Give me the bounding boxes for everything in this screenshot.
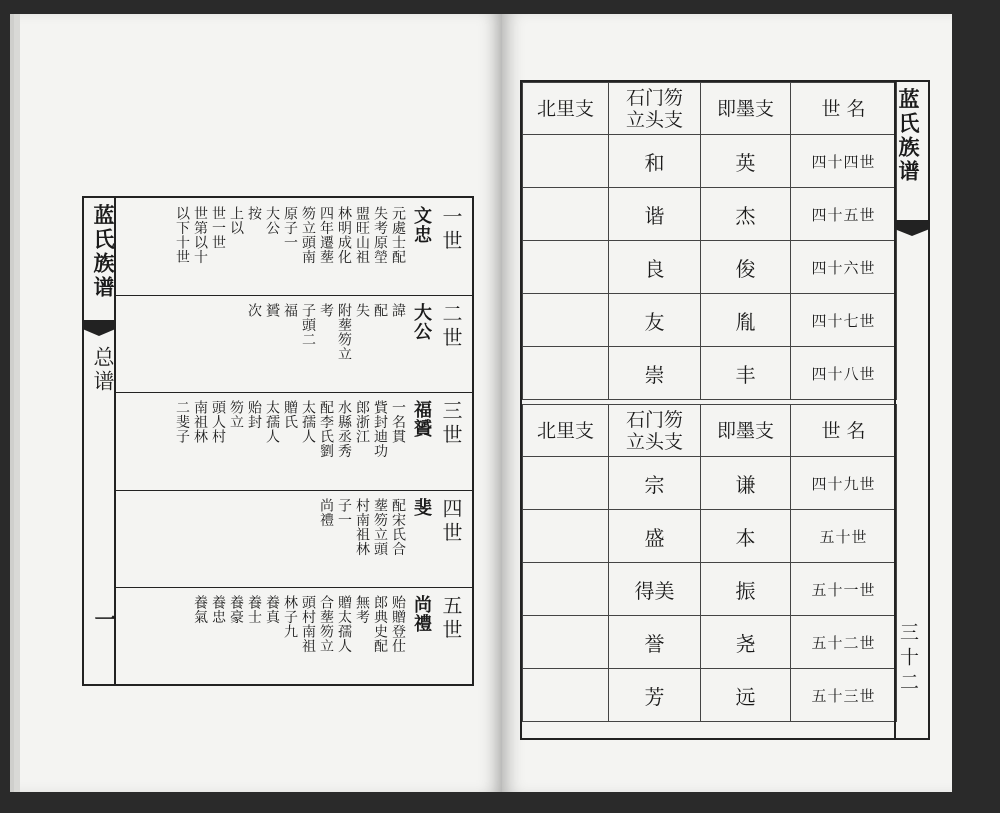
left-book-title: 蓝氏族谱 [91,204,116,300]
beili-cell [523,294,609,347]
biography-text-column: 笏立 [228,400,244,430]
jimo-cell: 振 [701,563,791,616]
biography-text-column: 合塟笏立 [318,594,334,653]
right-page-number: 三十二 [897,622,919,697]
ancestor-name: 福贇 [411,400,432,439]
row-divider [116,295,472,296]
biography-text-column: 二斐子 [174,400,190,444]
header-shimen-branch: 石门笏 立头支 [609,83,701,135]
header-jimo-branch: 即墨支 [701,83,791,135]
biography-text-column: 次 [246,303,262,318]
ancestor-name: 尚禮 [411,594,432,633]
biography-text-column: 贇 [264,303,280,318]
shimen-cell: 和 [609,135,701,188]
generation-label: 四世 [439,497,463,546]
row-divider [116,490,472,491]
generation-label: 二世 [439,303,463,352]
jimo-cell: 丰 [701,347,791,400]
biography-text-column: 福 [282,303,298,318]
biography-text-column: 配 [372,303,388,318]
generation-cell: 四十七世 [791,294,897,347]
biography-text-column: 子頭二 [300,303,316,347]
table-row [523,457,897,510]
right-page [502,14,952,792]
biography-text-column: 世一世 [210,206,226,250]
biography-text-column: 無考 [354,594,370,624]
jimo-cell: 俊 [701,241,791,294]
biography-text-column: 按 [246,206,262,221]
generation-table-2 [522,404,897,722]
biography-text-column: 四年遷塟 [318,206,334,264]
header-generation-name: 世 名 [791,83,897,135]
biography-text-column: 太孺人 [264,400,280,444]
table-row [523,347,897,400]
biography-text-column: 元處士配 [390,206,406,264]
table-row [523,510,897,563]
shimen-cell: 崇 [609,347,701,400]
biography-text-column: 林子九 [282,594,298,639]
biography-text-column: 考 [318,303,334,318]
biography-text-column: 贻贈登仕 [390,594,406,653]
biography-text-column: 太孺人 [300,400,316,444]
biography-text-column: 養氣 [192,594,208,624]
header-beili-branch: 北里支 [523,83,609,135]
shimen-cell: 谐 [609,188,701,241]
biography-text-column: 頭人村 [210,400,226,444]
shimen-cell: 誉 [609,616,701,669]
biography-text-column: 世第以十 [192,206,208,264]
biography-text-column: 貲封迪功 [372,400,388,459]
beili-cell [523,457,609,510]
biography-text-column: 頭村南祖 [300,594,316,653]
biography-text-column: 諱 [390,303,406,318]
biography-text-column: 子一 [336,497,352,527]
generation-table-1 [522,82,897,400]
beili-cell [523,188,609,241]
table-row [523,241,897,294]
generation-cell: 五十一世 [791,563,897,616]
biography-text-column: 林明成化 [336,206,352,264]
biography-text-column: 附塟笏立 [336,303,352,362]
shimen-cell: 良 [609,241,701,294]
table-row [523,135,897,188]
biography-text-column: 失考原塋 [372,206,388,264]
biography-text-column: 配李氏劉 [318,400,334,459]
beili-cell [523,563,609,616]
biography-text-column: 郎浙江 [354,400,370,444]
left-genealogy-frame [82,196,474,686]
shimen-cell: 盛 [609,510,701,563]
jimo-cell: 英 [701,135,791,188]
generation-cell: 四十九世 [791,457,897,510]
generation-cell: 四十五世 [791,188,897,241]
biography-text-column: 上以 [228,206,244,235]
table-row [523,669,897,722]
biography-text-column: 失 [354,303,370,318]
ancestor-name: 大公 [411,303,432,342]
biography-text-column: 養士 [246,594,262,624]
biography-text-column: 贈太孺人 [336,594,352,653]
fishtail-mark-icon [84,320,114,336]
jimo-cell: 尧 [701,616,791,669]
shimen-cell: 友 [609,294,701,347]
biography-text-column: 村南祖林 [354,497,370,556]
left-section-title: 总谱 [91,346,115,394]
jimo-cell: 本 [701,510,791,563]
right-genealogy-frame [520,80,930,740]
ancestor-name: 文忠 [411,206,432,244]
beili-cell [523,347,609,400]
shimen-cell: 宗 [609,457,701,510]
table-row [523,188,897,241]
generation-cell: 五十世 [791,510,897,563]
biography-text-column: 一名貫 [390,400,406,444]
header-generation-name: 世 名 [791,405,897,457]
biography-text-column: 原子一 [282,206,298,250]
biography-text-column: 郎典史配 [372,594,388,653]
beili-cell [523,510,609,563]
fishtail-mark-icon [896,220,928,236]
biography-text-column: 以下十世 [174,206,190,264]
beili-cell [523,616,609,669]
shimen-cell: 芳 [609,669,701,722]
jimo-cell: 谦 [701,457,791,510]
table-row [523,616,897,669]
biography-text-column: 大公 [264,206,280,235]
biography-text-column: 南祖林 [192,400,208,444]
row-divider [116,587,472,588]
beili-cell [523,669,609,722]
header-jimo-branch: 即墨支 [701,405,791,457]
right-title-strip [894,82,928,738]
biography-text-column: 養忠 [210,594,226,624]
generation-cell: 四十四世 [791,135,897,188]
right-book-title: 蓝氏族谱 [896,88,921,184]
shimen-cell: 得美 [609,563,701,616]
biography-text-column: 贻封 [246,400,262,430]
jimo-cell: 胤 [701,294,791,347]
header-beili-branch: 北里支 [523,405,609,457]
header-shimen-branch: 石门笏 立头支 [609,405,701,457]
left-page-number: 一 [91,608,117,630]
generation-cell: 四十六世 [791,241,897,294]
generation-cell: 五十三世 [791,669,897,722]
table-row [523,563,897,616]
generation-label: 一世 [439,206,463,254]
table-row [523,294,897,347]
biography-text-column: 尚禮 [318,497,334,527]
biography-text-column: 贈氏 [282,400,298,430]
generation-label: 三世 [439,400,463,449]
biography-text-column: 養豪 [228,594,244,624]
beili-cell [523,135,609,188]
biography-text-column: 養真 [264,594,280,624]
row-divider [116,392,472,393]
ancestor-name: 斐 [411,497,432,517]
jimo-cell: 杰 [701,188,791,241]
jimo-cell: 远 [701,669,791,722]
biography-text-column: 盟旺山祖 [354,206,370,264]
biography-text-column: 塟笏立頭 [372,497,388,556]
generation-cell: 四十八世 [791,347,897,400]
biography-text-column: 笏立頭南 [300,206,316,264]
biography-text-column: 配宋氏合 [390,497,406,556]
generation-label: 五世 [439,594,463,643]
beili-cell [523,241,609,294]
generation-cell: 五十二世 [791,616,897,669]
biography-text-column: 水縣丞秀 [336,400,352,459]
left-page [20,14,502,792]
left-title-strip [84,198,116,684]
